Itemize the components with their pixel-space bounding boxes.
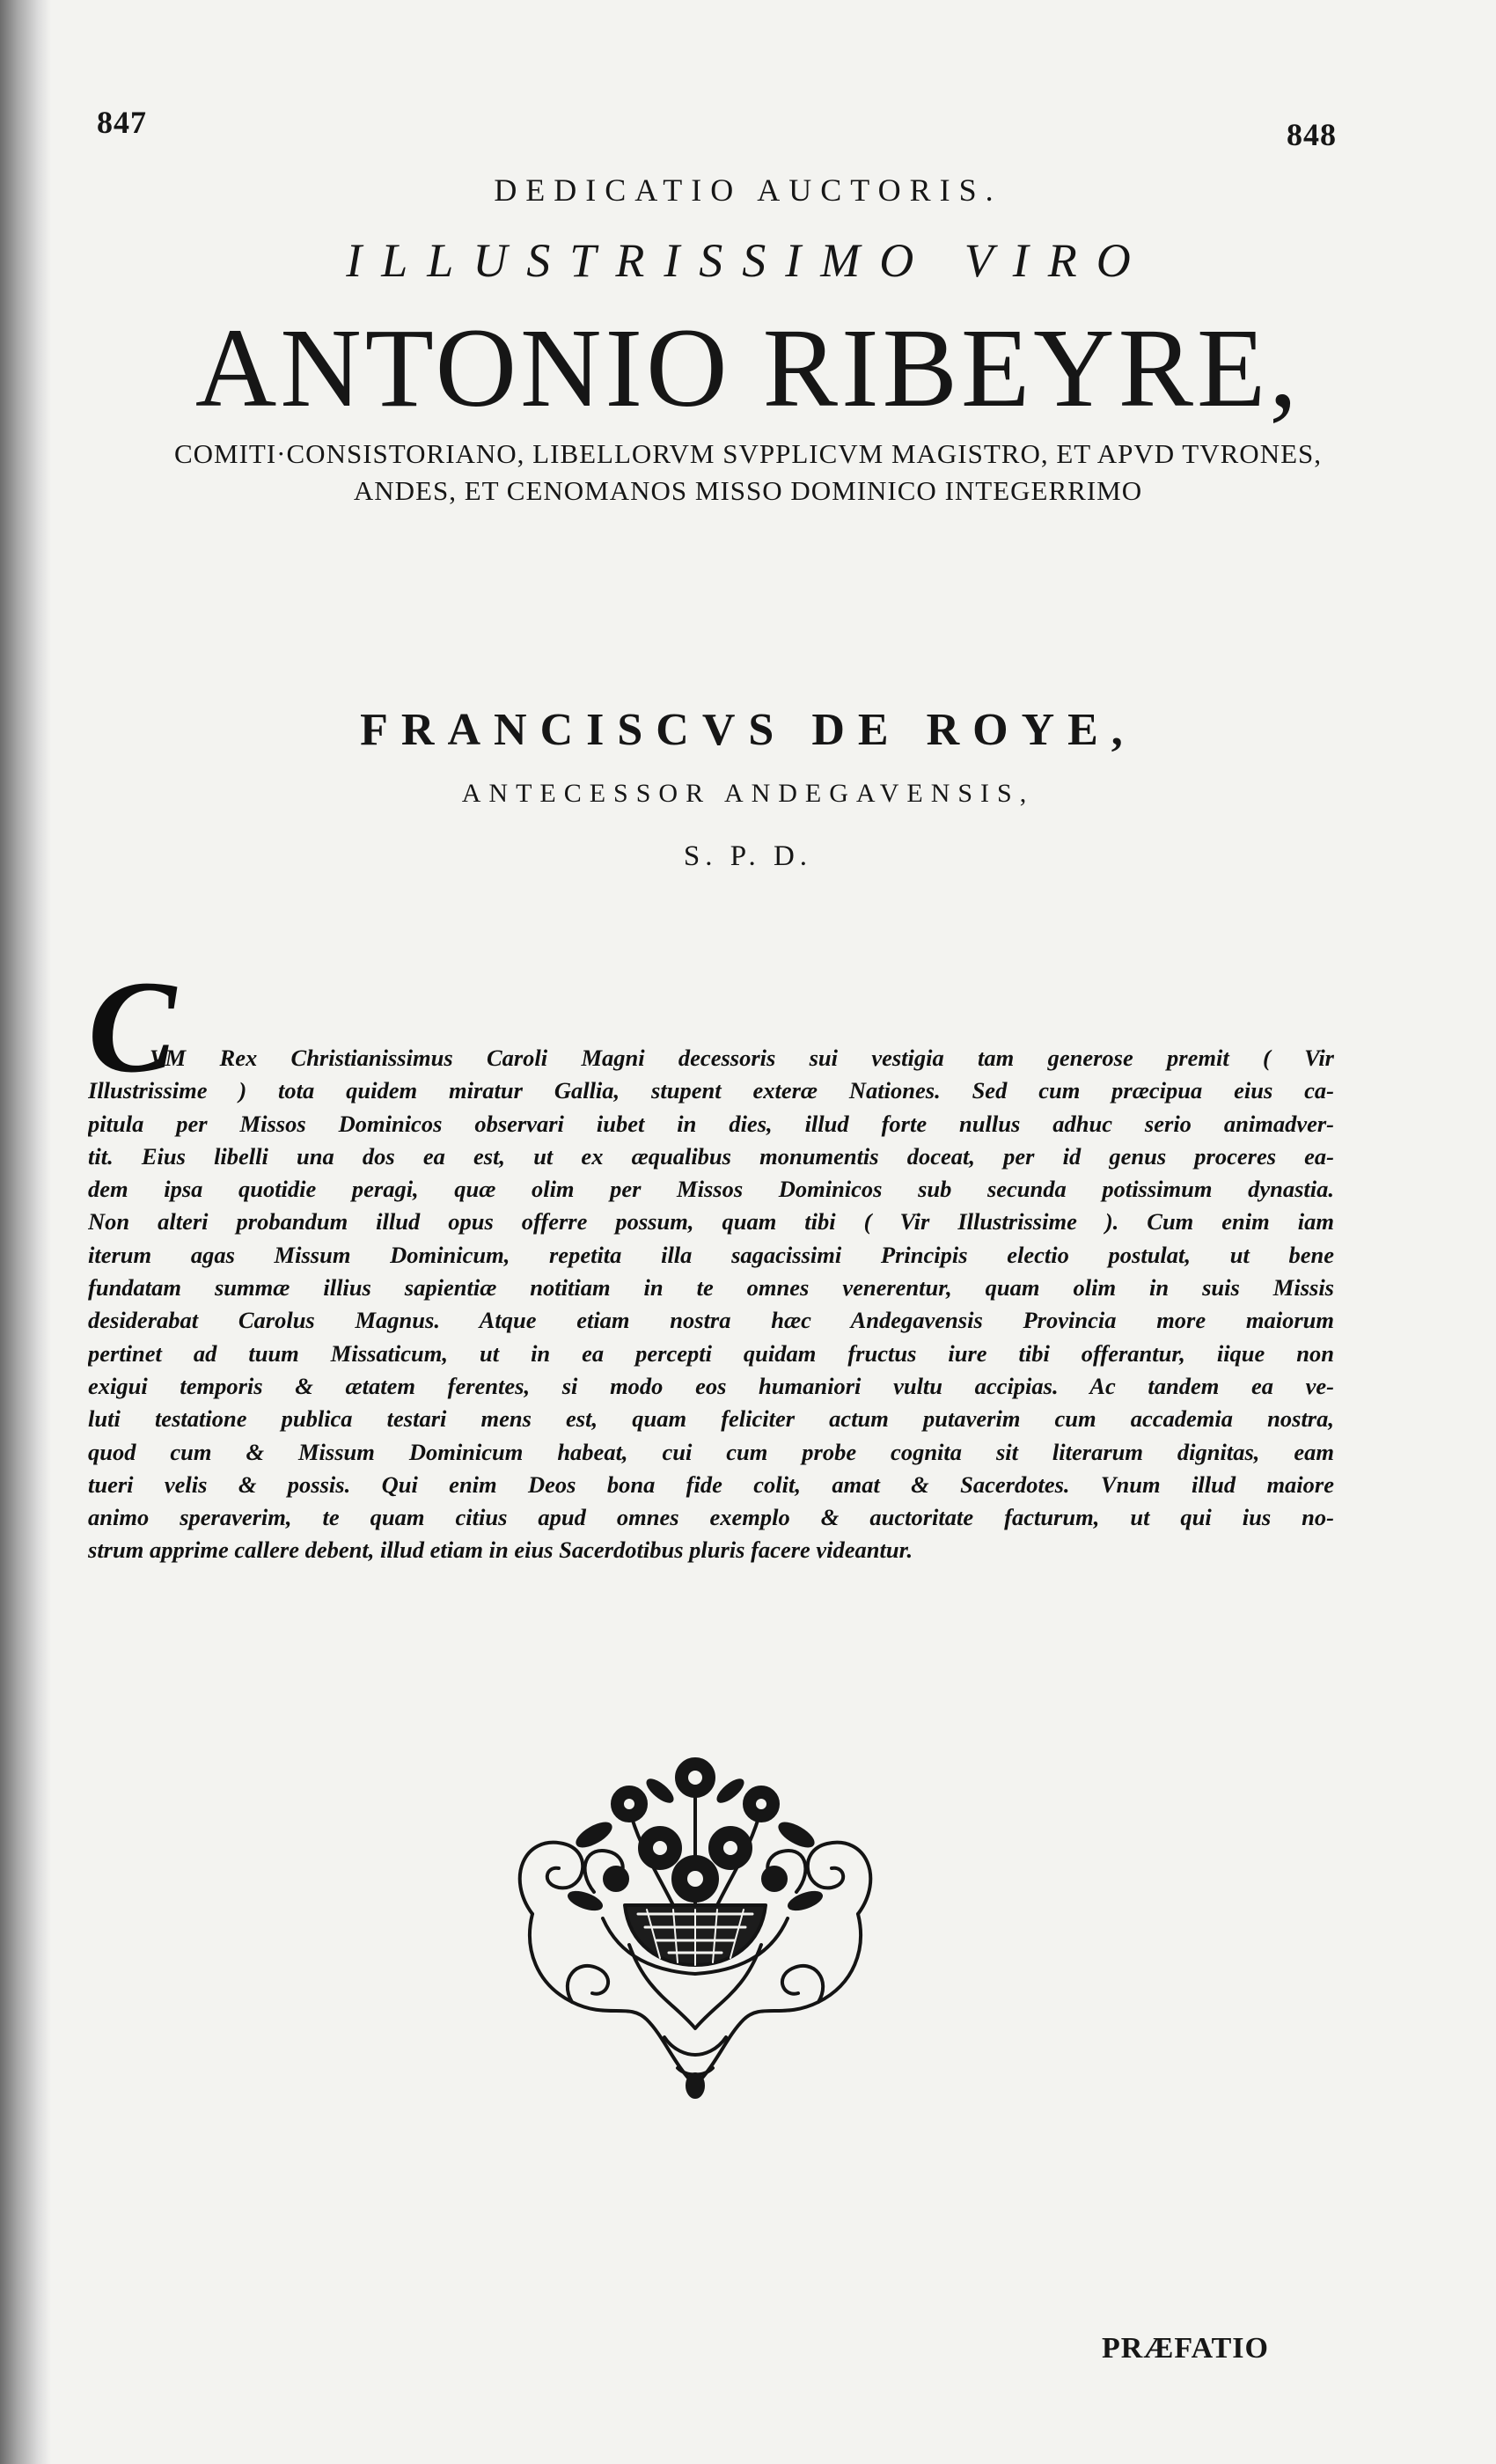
body-line: desiderabat Carolus Magnus. Atque etiam nostra hæc Andegavensis Provincia more maiorum [88,1307,1334,1334]
body-line: tueri velis & possis. Qui enim Deos bona fide colit, amat & Sacerdotes. Vnum illud maiore [88,1470,1334,1498]
drop-cap-initial: C [88,954,177,1100]
author-role: ANTECESSOR ANDEGAVENSIS, [461,779,1035,808]
dedication-heading: DEDICATIO AUCTORIS. [494,172,1002,208]
author-name: FRANCISCVS DE ROYE, [360,705,1136,755]
body-line: quod cum & Missum Dominicum habeat, cui cum probe cognita sit literarum dignitas, eam [88,1438,1334,1465]
catchword: PRÆFATIO [1102,2332,1269,2365]
dedicatee-titles-line-1: COMITI·CONSISTORIANO, LIBELLORVM SVPPLICVM MAGISTRO, ET APVD TVRONES, [173,438,1323,469]
body-line: pertinet ad tuum Missaticum, ut in ea percepti quidam fructus iure tibi offerantur, iique non [88,1339,1334,1367]
gutter-shadow [0,0,51,2464]
salutation: S. P. D. [683,840,813,872]
body-line: Non alteri probandum illud opus offerre possum, quam tibi ( Vir Illustrissime ). Cum enim iam [88,1208,1334,1236]
body-line: exigui temporis & ætatem ferentes, si modo eos humaniori vultu accipias. Ac tandem ea ve- [88,1372,1334,1399]
body-line: pitula per Missos Dominicos observari iubet in dies, illud forte nullus adhuc serio animadver- [88,1110,1334,1137]
dedicatee-titles-line-2: ANDES, ET CENOMANOS MISSO DOMINICO INTEGERRIMO [353,475,1143,506]
body-line: dem ipsa quotidie peragi, quæ olim per Missos Dominicos sub secunda potissimum dynastia. [88,1176,1334,1203]
dedication-body [88,1042,1334,1567]
body-line: tit. Eius libelli una dos ea est, ut ex æqualibus monumentis doceat, per id genus proceres ea- [88,1142,1334,1170]
page-number-right: 848 [1287,117,1337,152]
body-line: iterum agas Missum Dominicum, repetita illa sagacissimi Principis electio postulat, ut bene [88,1241,1334,1268]
body-line: strum apprime callere debent, illud etiam in eius Sacerdotibus pluris facere videantur. [88,1536,913,1564]
body-line: luti testatione publica testari mens est, quam feliciter actum putaverim cum accademia nostra, [88,1405,1334,1433]
body-line: animo speraverim, te quam citius apud omnes exemplo & auctoritate facturum, ut qui ius no- [88,1504,1334,1531]
floral-basket-vignette-icon [497,1738,893,2099]
page-number-left: 847 [97,105,147,140]
body-line: fundatam summæ illius sapientiæ notitiam in te omnes venerentur, quam olim in suis Missis [88,1274,1334,1302]
illustrissimo-viro-line: ILLUSTRISSIMO VIRO [346,234,1150,287]
body-line: VM Rex Christianissimus Caroli Magni decessoris sui vestigia tam generose premit ( Vir [150,1045,1334,1071]
body-line: Illustrissime ) tota quidem miratur Gallia, stupent exteræ Nationes. Sed cum præcipua eius ca- [88,1077,1334,1104]
dedicatee-name: ANTONIO RIBEYRE, [194,305,1302,430]
